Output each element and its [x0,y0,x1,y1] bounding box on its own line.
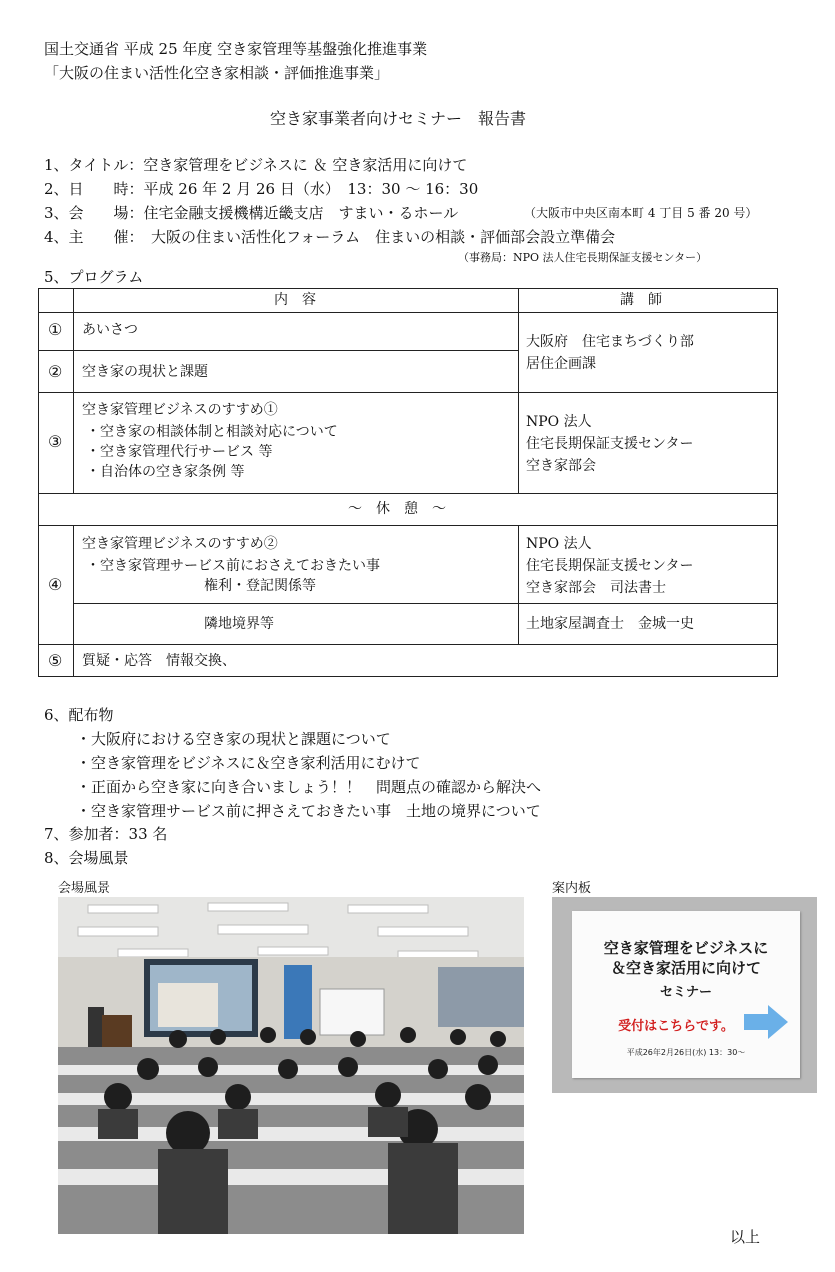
col-header-content: 内 容 [274,292,316,308]
row-subitem: ・空き家管理サービス前におさえておきたい事 [86,558,380,574]
lecturer-line: NPO 法人 [526,536,592,552]
sign-line1: 空き家管理をビジネスに [603,939,769,957]
row-content: 空き家管理ビジネスのすすめ① [82,402,278,418]
item-venue: 3、会 場：住宅金融支援機構近畿支店 すまい・るホール [44,204,459,222]
lecturer-line: 居住企画課 [526,356,596,372]
photo-caption-sign: 案内板 [552,881,592,896]
lecturer-line: 空き家部会 司法書士 [526,580,666,596]
row-subitem: 権利・登記関係等 [204,578,316,594]
venue-photo [58,897,524,1234]
handout-item: ・空き家管理をビジネスに＆空き家利活用にむけて [76,754,421,772]
program-heading: 5、プログラム [44,268,144,286]
row-number: ④ [48,575,63,594]
col-header-lecturer: 講 師 [620,292,662,308]
handout-item: ・正面から空き家に向き合いましょう！！ 問題点の確認から解決へ [76,778,542,796]
row-content: 空き家管理ビジネスのすすめ② [82,536,278,552]
project-name: 「大阪の住まい活性化空き家相談・評価推進事業」 [44,64,390,82]
item-host: 4、主 催： 大阪の住まい活性化フォーラム 住まいの相談・評価部会設立準備会 [44,228,616,246]
lecturer-line: 空き家部会 [526,458,596,474]
scenery-heading: 8、会場風景 [44,849,129,867]
lecturer-line: 土地家屋調査士 金城一史 [526,616,694,632]
row-content: 空き家の現状と課題 [82,364,208,380]
row-content: 質疑・応答 情報交換、 [82,653,236,669]
arrow-right-icon [744,1005,788,1039]
handout-item: ・空き家管理サービス前に押さえておきたい事 土地の境界について [76,802,541,820]
row-content: あいさつ [82,322,138,338]
venue-address: （大阪市中央区南本町 4 丁目 5 番 20 号） [524,206,758,220]
row-number: ⑤ [48,651,63,670]
ministry-line: 国土交通省 平成 25 年度 空き家管理等基盤強化推進事業 [44,40,428,58]
closing-mark: 以上 [730,1228,761,1246]
row-number: ① [48,320,63,339]
lecturer-line: 住宅長期保証支援センター [526,558,694,574]
sign-photo [552,897,817,1093]
report-title: 空き家事業者向けセミナー 報告書 [270,109,527,128]
row-subitem: ・自治体の空き家条例 等 [86,464,245,480]
photo-caption-hall: 会場風景 [58,881,111,896]
sign-paper [572,911,800,1078]
sign-date: 平成26年2月26日(水) 13：30〜 [626,1048,746,1057]
row-number: ③ [48,432,63,451]
sign-line3: セミナー [659,985,712,1000]
row-subitem: ・空き家の相談体制と相談対応について [86,424,338,440]
handouts-heading: 6、配布物 [44,706,114,724]
sign-reception: 受付はこちらです。 [618,1019,734,1034]
lecturer-line: 大阪府 住宅まちづくり部 [526,334,694,350]
lecturer-line: NPO 法人 [526,414,592,430]
sign-line2: ＆空き家活用に向けて [610,959,761,977]
row-number: ② [48,362,63,381]
handout-item: ・大阪府における空き家の現状と課題について [76,730,391,748]
item-title: 1、タイトル：空き家管理をビジネスに ＆ 空き家活用に向けて [44,156,468,174]
attendees: 7、参加者：33 名 [44,825,168,843]
host-office: （事務局：NPO 法人住宅長期保証支援センター） [458,251,708,264]
row-content: 隣地境界等 [204,616,274,632]
lecturer-line: 住宅長期保証支援センター [526,436,694,452]
row-subitem: ・空き家管理代行サービス 等 [86,444,273,460]
program-table [38,288,778,676]
item-date: 2、日 時：平成 26 年 2 月 26 日（水） 13：30 〜 16：30 [44,180,479,198]
break-row: 〜 休 憩 〜 [348,501,446,517]
